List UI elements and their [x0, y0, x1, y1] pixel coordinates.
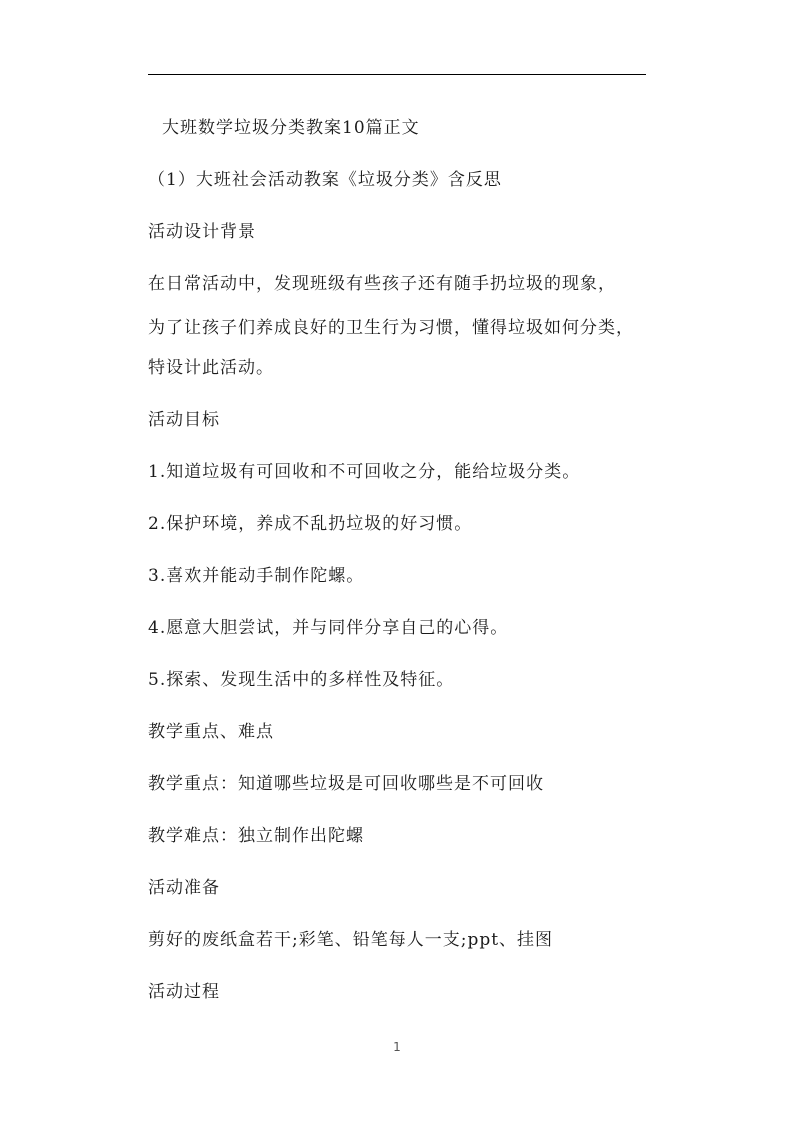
page-number: 1 [393, 1040, 401, 1054]
difficulty-text: 教学难点：独立制作出陀螺 [148, 826, 364, 846]
goal-item: 3.喜欢并能动手制作陀螺。 [148, 566, 365, 586]
section-heading-goals: 活动目标 [148, 410, 220, 430]
section-heading-preparation: 活动准备 [148, 878, 220, 898]
paragraph-line: 在日常活动中，发现班级有些孩子还有随手扔垃圾的现象， [148, 274, 616, 294]
section-heading-key-points: 教学重点、难点 [148, 722, 274, 742]
paragraph-line: 为了让孩子们养成良好的卫生行为习惯，懂得垃圾如何分类， [148, 318, 634, 338]
section-heading-process: 活动过程 [148, 982, 220, 1002]
preparation-text: 剪好的废纸盒若干;彩笔、铅笔每人一支;ppt、挂图 [148, 930, 554, 950]
key-point-text: 教学重点：知道哪些垃圾是可回收哪些是不可回收 [148, 774, 544, 794]
section-heading-background: 活动设计背景 [148, 222, 256, 242]
header-rule [148, 74, 646, 75]
goal-item: 1.知道垃圾有可回收和不可回收之分，能给垃圾分类。 [148, 462, 581, 482]
document-subtitle: （1）大班社会活动教案《垃圾分类》含反思 [148, 170, 502, 190]
paragraph-line: 特设计此活动。 [148, 358, 274, 378]
goal-item: 2.保护环境，养成不乱扔垃圾的好习惯。 [148, 514, 473, 534]
goal-item: 5.探索、发现生活中的多样性及特征。 [148, 670, 455, 690]
goal-item: 4.愿意大胆尝试，并与同伴分享自己的心得。 [148, 618, 509, 638]
document-title: 大班数学垃圾分类教案10篇正文 [162, 118, 420, 138]
